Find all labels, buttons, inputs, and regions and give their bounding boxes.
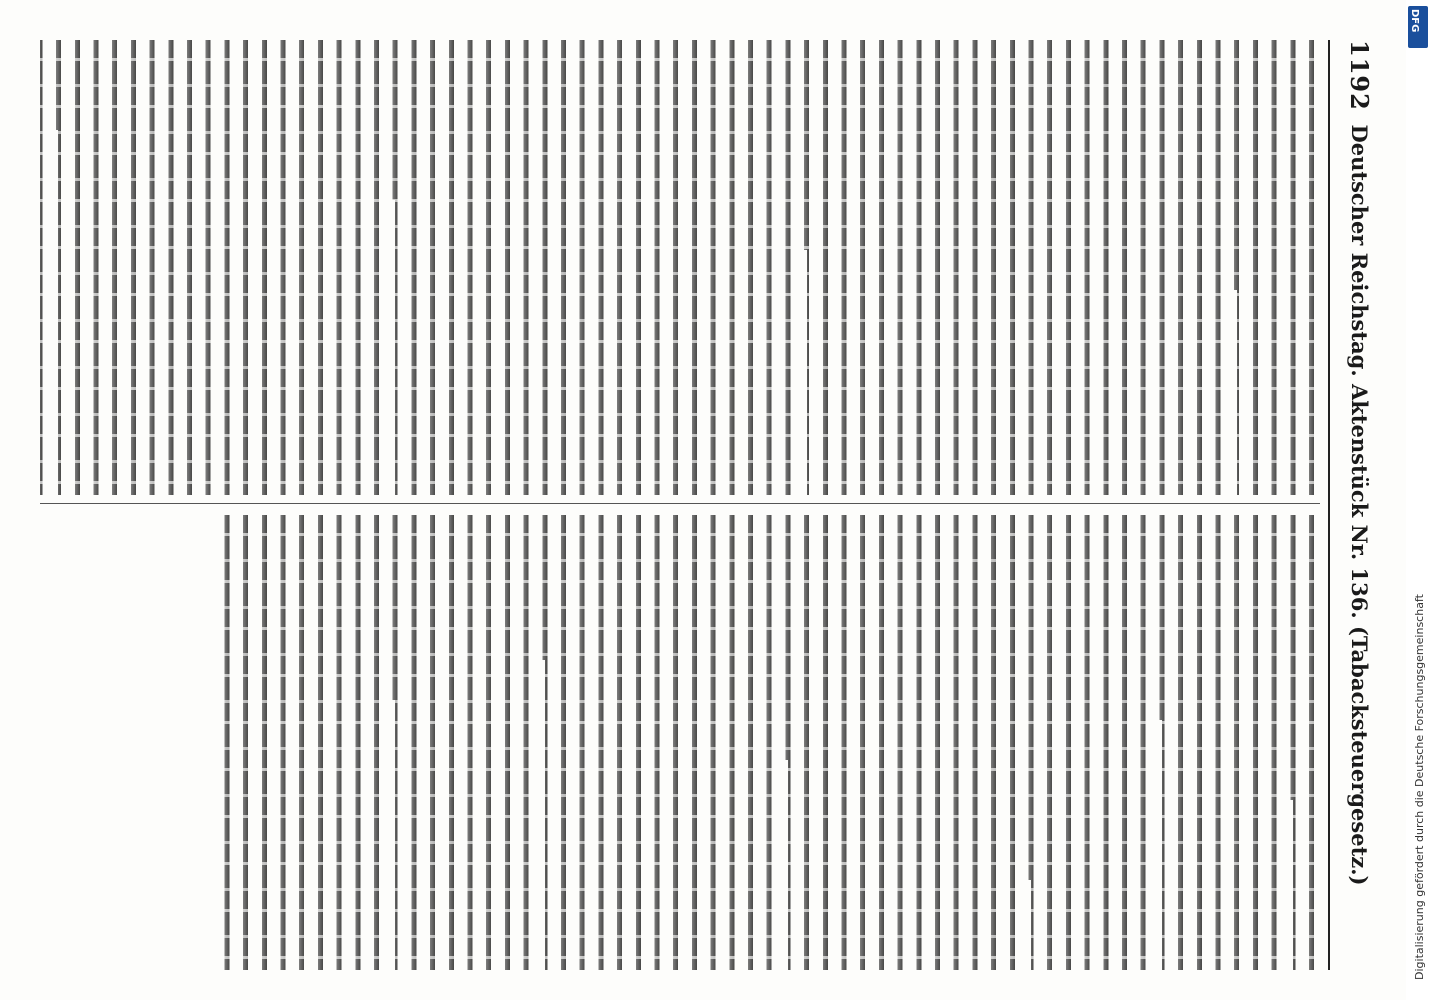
paragraph-break [1225,290,1237,495]
header-rule [1328,40,1330,970]
paragraph-break [46,130,58,495]
text-column-left [40,40,1320,495]
paragraph-break [383,700,395,970]
paragraph-break [795,250,807,495]
paragraph-break [776,760,788,970]
paragraph-break [1019,880,1031,970]
column-divider [40,503,1320,504]
paragraph-break [1281,800,1293,970]
dfg-logo [1408,6,1428,48]
paragraph-break [1150,720,1162,970]
paragraph-break [383,200,395,495]
digitization-credit: Digitalisierung gefördert durch die Deutsche Forschungsgemeinschaft [1413,594,1426,980]
page-header [1332,40,1380,970]
running-title: Deutscher Reichstag. Aktenstück Nr. 136. (Tabacksteuergesetz.) [1347,124,1372,886]
dfg-logo-text: DFG [1409,9,1420,33]
page-number: 1192 [1345,40,1374,111]
paragraph-break [533,660,545,970]
